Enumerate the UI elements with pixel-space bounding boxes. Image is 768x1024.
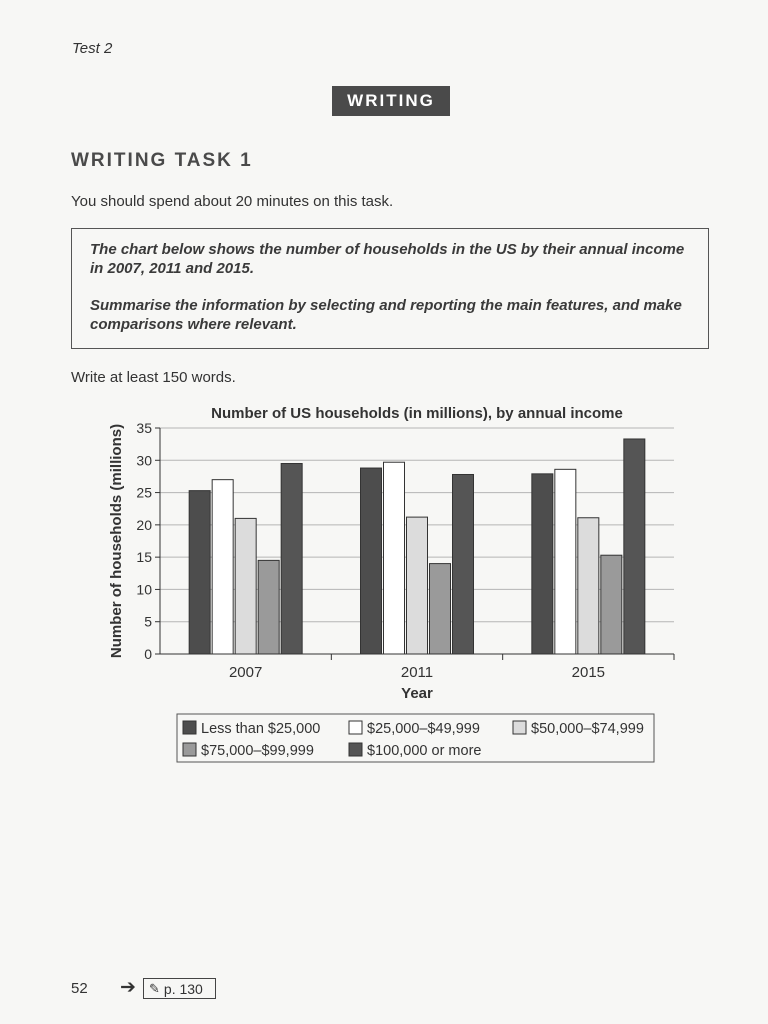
legend-label: $25,000–$49,999	[367, 721, 480, 737]
legend-label: Less than $25,000	[201, 721, 321, 737]
prompt-instructions: Summarise the information by selecting and reporting the main features, and make comparisons where relevant.	[90, 297, 682, 333]
bar	[407, 517, 428, 654]
bar	[555, 469, 576, 654]
answer-reference	[143, 978, 216, 999]
bar	[453, 474, 474, 654]
bar	[532, 474, 553, 654]
x-tick-label: 2011	[400, 664, 434, 681]
prompt-chart-description: The chart below shows the number of households in the US by their annual income in 2007, 2011 and 2015.	[90, 241, 685, 277]
bar	[601, 555, 622, 654]
bar-chart	[100, 398, 680, 768]
bar	[212, 480, 233, 654]
y-tick-label: 35	[136, 420, 152, 436]
bar	[384, 462, 405, 654]
x-tick-label: 2015	[571, 664, 606, 681]
reference-label: p. 130	[163, 980, 203, 997]
y-tick-label: 25	[136, 484, 152, 501]
x-tick-label: 2007	[228, 664, 263, 681]
running-head: Test 2	[72, 40, 113, 57]
bar	[235, 518, 256, 654]
y-tick-label: 30	[136, 452, 152, 469]
legend-label: $100,000 or more	[367, 743, 482, 759]
bar	[189, 491, 210, 654]
page-number: 52	[71, 980, 88, 997]
word-count-note: Write at least 150 words.	[71, 369, 236, 386]
y-tick-label: 5	[144, 613, 152, 630]
legend-label: $50,000–$74,999	[531, 721, 644, 737]
task-prompt-box	[71, 228, 709, 349]
y-tick-label: 20	[136, 516, 152, 533]
bar	[624, 439, 645, 654]
y-axis-label: Number of households (millions)	[108, 423, 125, 659]
bar	[578, 518, 599, 654]
bar	[361, 468, 382, 654]
legend-swatch	[349, 743, 362, 756]
x-axis-label: Year	[401, 685, 433, 702]
task-heading: WRITING TASK 1	[71, 150, 253, 171]
pencil-icon: ✎	[149, 980, 160, 996]
bar	[430, 564, 451, 654]
y-tick-label: 10	[136, 581, 152, 598]
y-tick-label: 15	[136, 549, 152, 566]
bar	[281, 464, 302, 654]
y-tick-label: 0	[144, 646, 152, 662]
chart-title: Number of US households (in millions), by annual income	[211, 405, 623, 422]
legend-swatch	[513, 721, 526, 734]
legend-swatch	[183, 743, 196, 756]
arrow-icon: ➔	[120, 977, 136, 998]
time-note: You should spend about 20 minutes on this task.	[71, 193, 394, 210]
legend-swatch	[183, 721, 196, 734]
legend-label: $75,000–$99,999	[201, 743, 314, 759]
legend-swatch	[349, 721, 362, 734]
bar	[258, 560, 279, 654]
section-banner: WRITING	[332, 86, 450, 116]
